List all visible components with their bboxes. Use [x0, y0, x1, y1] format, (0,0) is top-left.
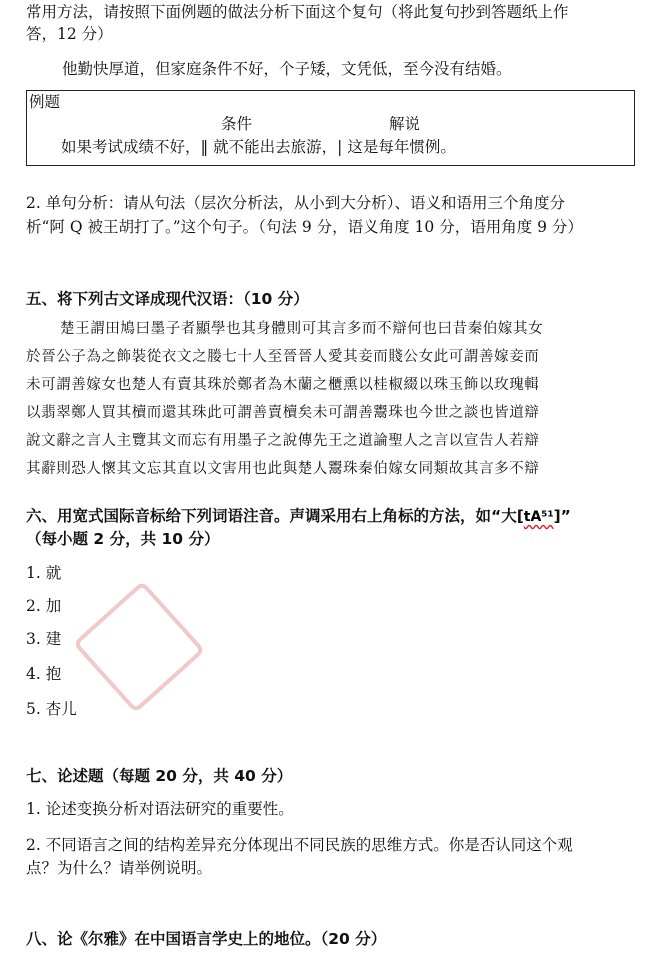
section7-title: 七、论述题（每题 20 分，共 40 分）	[26, 767, 293, 785]
intro-sentence: 他勤快厚道，但家庭条件不好，个子矮，文凭低，至今没有结婚。	[62, 60, 512, 78]
classical-text	[26, 315, 638, 483]
section7-q2-line-2: 点？为什么？请举例说明。	[26, 859, 213, 877]
example-col-explain: 解说	[389, 115, 421, 133]
section6-title	[26, 504, 638, 529]
classical-line: 於晉公子為之飾裝從衣文之媵七十人至晉晉人愛其妾而賤公女此可謂善嫁妾而	[26, 349, 540, 365]
example-box	[26, 90, 635, 166]
intro-line-2: 答，12 分）	[26, 25, 113, 43]
classical-line: 以翡翠鄭人買其櫝而還其珠此可謂善賣櫝矣未可謂善鬻珠也今世之談也皆道辯	[26, 405, 540, 421]
classical-line: 說文辭之言人主覽其文而忘有用墨子之說傳先王之道論聖人之言以宣告人若辯	[26, 433, 540, 449]
section7-q2-line-1: 2. 不同语言之间的结构差异充分体现出不同民族的思维方式。你是否认同这个观	[26, 836, 573, 854]
example-col-condition: 条件	[221, 115, 253, 133]
word-item: 1. 就	[26, 564, 62, 582]
q2-line-1: 2. 单句分析：请从句法（层次分析法，从小到大分析）、语义和语用三个角度分	[26, 194, 565, 212]
section6-title-a: 六、用宽式国际音标给下列词语注音。声调采用右上角标的方法，如“大[	[26, 507, 524, 525]
section7-q1: 1. 论述变换分析对语法研究的重要性。	[26, 800, 294, 818]
example-sentence: 如果考试成绩不好，‖ 就不能出去旅游，| 这是每年惯例。	[61, 138, 456, 156]
section8-title: 八、论《尔雅》在中国语言学史上的地位。（20 分）	[26, 930, 387, 948]
classical-line: 其辭則恐人懷其文忘其直以文害用也此與楚人鬻珠秦伯嫁女同類故其言多不辯	[26, 461, 540, 477]
q2-line-2: 析“阿 Q 被王胡打了。”这个句子。（句法 9 分，语义角度 10 分，语用角度 9 分）	[26, 218, 583, 236]
intro-line-1: 常用方法，请按照下面例题的做法分析下面这个复句（将此复句抄到答题纸上作	[26, 3, 569, 21]
word-item: 3. 建	[26, 630, 62, 648]
word-item: 2. 加	[26, 597, 62, 615]
ipa-example: tA⁵¹	[523, 509, 554, 525]
section6-title-b: ]”	[553, 507, 571, 525]
example-heading: 例题	[29, 93, 61, 111]
section5-title: 五、将下列古文译成现代汉语：（10 分）	[26, 290, 309, 308]
word-item: 5. 杏儿	[26, 700, 77, 718]
classical-line: 未可謂善嫁女也楚人有賣其珠於鄭者為木蘭之櫃熏以桂椒綴以珠玉飾以玫瑰輯	[26, 377, 540, 393]
classical-line: 楚王謂田鳩曰墨子者顯學也其身體則可其言多而不辯何也曰昔秦伯嫁其女	[60, 321, 544, 337]
word-item: 4. 抱	[26, 665, 62, 683]
section6-title-2: （每小题 2 分，共 10 分）	[26, 530, 220, 548]
